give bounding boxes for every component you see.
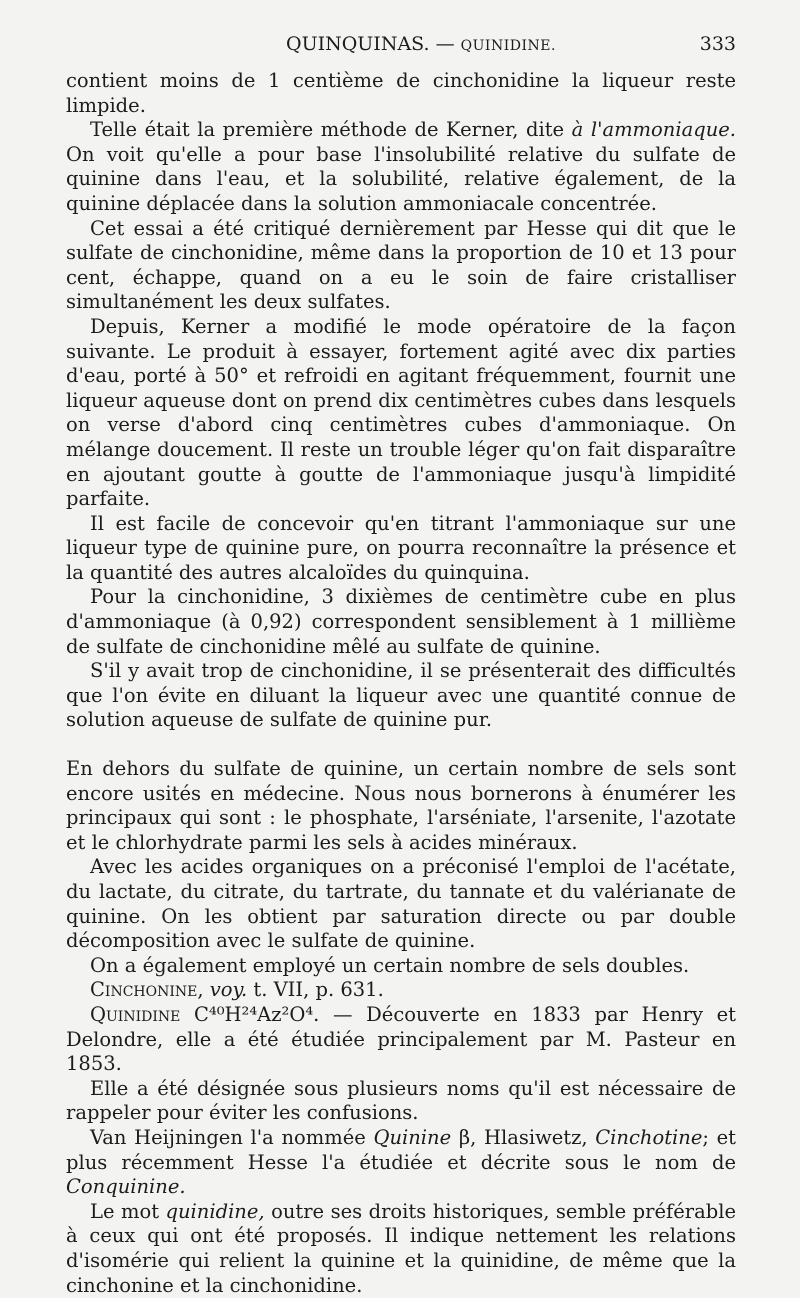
paragraph-14-italic-3: Conquinine. [66, 1175, 186, 1199]
paragraph-14 [66, 1126, 736, 1200]
paragraph-10: On a également employé un certain nombre de sels doubles. [90, 953, 690, 977]
paragraph-14-text-b: , Hlasiwetz, [470, 1125, 596, 1149]
paragraph-14-text-a: Van Heijningen l'a nommée [90, 1125, 374, 1149]
paragraph-3: Cet essai a été critiqué dernièrement par Hesse qui dit que le sulfate de cinchonidine, même dans la proportion de 10 et 13 pour cent, échappe, quand on a eu le soin de faire cristalliser simultanément les deux sulfates. [66, 216, 736, 314]
running-header [66, 33, 736, 61]
paragraph-2-text-b: On voit qu'elle a pour base l'insolubilité relative du sulfate de quinine dans l'eau, et la solubilité, relative également, de la quinine déplacée dans la solution ammoniacale concentrée. [66, 142, 736, 215]
header-dash: — [435, 33, 455, 55]
paragraph-14-text-c: ; et plus récemment Hesse l'a étudiée et décrite sous le nom de [66, 1125, 736, 1174]
paragraph-11 [66, 978, 736, 1003]
paragraph-12-text: — Découverte en 1833 par Henry et Delondre, elle a été étudiée principalement par M. Pasteur en 1853. [66, 1002, 737, 1076]
paragraph-14-italic-1: Quinine [373, 1125, 452, 1149]
paragraph-15-text-b: outre ses droits historiques, semble préférable à ceux qui ont été proposés. Il indique nettement les relations d'isomérie qui relient la quinine et la quinidine, de même que la cinchonine et la cinchonidine. [66, 1199, 736, 1297]
paragraph-11-text: t. VII, p. 631. [247, 978, 384, 1002]
paragraph-9: Avec les acides organiques on a préconisé l'emploi de l'acétate, du lactate, du citrate, du tartrate, du tannate et du valérianate de quinine. On les obtient par saturation directe ou par double décomposition avec le sulfate de quinine. [66, 855, 736, 953]
quinidine-formula: C⁴⁰H²⁴Az²O⁴. [193, 1002, 320, 1026]
paragraph-13: Elle a été désignée sous plusieurs noms qu'il est nécessaire de rappeler pour éviter les confusions. [66, 1076, 736, 1125]
paragraph-2-text-a: Telle était la première méthode de Kerner, dite [90, 118, 572, 142]
paragraph-1: contient moins de 1 centième de cinchonidine la liqueur reste limpide. [66, 69, 736, 117]
page-body [66, 69, 736, 1298]
paragraph-2-italic: à l'ammoniaque. [571, 118, 736, 142]
cinchonine-heading: Cinchonine, [90, 978, 204, 1002]
paragraph-14-italic-2: Cinchotine [595, 1125, 703, 1149]
paragraph-2 [66, 118, 736, 216]
paragraph-12 [66, 1003, 736, 1077]
paragraph-7: S'il y avait trop de cinchonidine, il se présenterait des difficultés que l'on évite en diluant la liqueur avec une quantité connue de solution aqueuse de sulfate de quinine pur. [66, 659, 736, 732]
paragraph-15 [66, 1200, 736, 1298]
paragraph-5: Il est facile de concevoir qu'en titrant l'ammoniaque sur une liqueur type de quinine pure, on pourra reconnaître la présence et la quantité des autres alcaloïdes du quinquina. [66, 511, 736, 584]
quinidine-heading: Quinidine [90, 1002, 181, 1026]
paragraph-11-italic: voy. [209, 978, 248, 1002]
header-subtitle: QUINIDINE. [460, 38, 556, 54]
paragraph-6: Pour la cinchonidine, 3 dixièmes de centimètre cube en plus d'ammoniaque (à 0,92) correspondent sensiblement à 1 millième de sulfate de cinchonidine mêlé au sulfate de quinine. [66, 585, 736, 658]
paragraph-15-italic: quinidine, [165, 1199, 265, 1223]
paragraph-4: Depuis, Kerner a modifié le mode opératoire de la façon suivante. Le produit à essayer, fortement agité avec dix parties d'eau, porté à 50° et refroidi en agitant fréquemment, fournit une liqueur aqueuse dont on prend dix centimètres cubes dans lesquels on verse d'abord cinq centimètres cubes d'ammoniaque. On mélange doucement. Il reste un trouble léger qu'on fait disparaître en ajoutant goutte à goutte de l'ammoniaque jusqu'à limpidité parfaite. [66, 314, 736, 511]
beta-symbol: β [451, 1125, 471, 1149]
paragraph-15-text-a: Le mot [90, 1199, 166, 1223]
header-title: QUINQUINAS. [286, 33, 430, 55]
running-title [286, 33, 556, 55]
paragraph-8: En dehors du sulfate de quinine, un certain nombre de sels sont encore usités en médecine. Nous nous bornerons à énumérer les principaux qui sont : le phosphate, l'arséniate, l'arsenite, l'azotate et le chlorhydrate parmi les sels à acides minéraux. [66, 757, 736, 854]
page-number: 333 [699, 33, 736, 55]
